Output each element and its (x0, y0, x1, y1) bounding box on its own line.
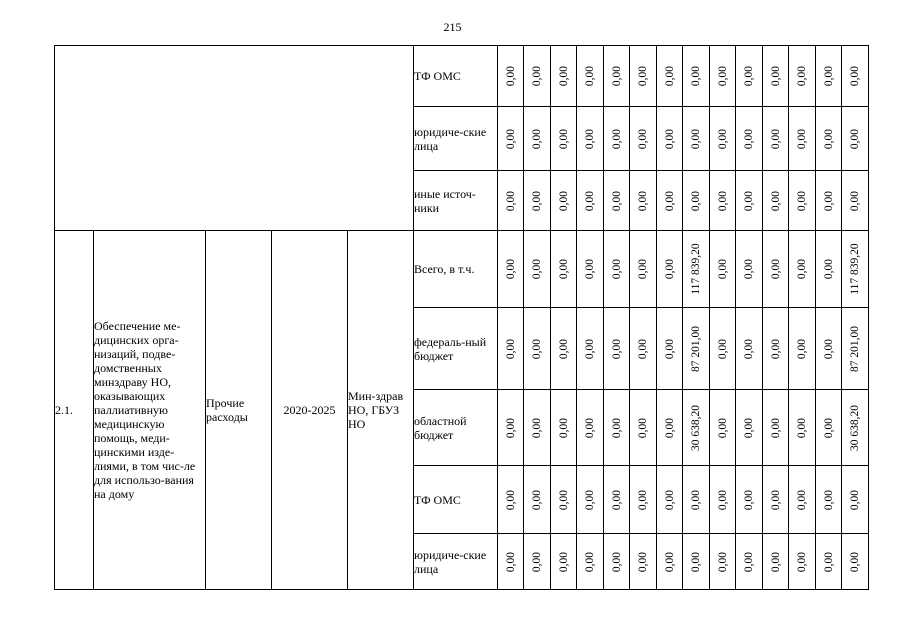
value-text: 0,00 (796, 190, 808, 211)
value-cell (736, 534, 763, 590)
value-text: 0,00 (637, 338, 649, 359)
value-cell (630, 231, 657, 308)
value-text: 0,00 (716, 65, 729, 87)
value-text: 0,00 (796, 489, 808, 510)
value-cell (842, 171, 869, 231)
value-text: 0,00 (504, 258, 517, 280)
value-text: 0,00 (531, 128, 543, 149)
value-cell (789, 390, 816, 466)
value-text: 0,00 (716, 417, 729, 438)
value-cell (842, 107, 869, 171)
value-cell (498, 107, 524, 171)
value-cell (551, 308, 577, 390)
value-text: 0,00 (557, 489, 570, 510)
value-cell (551, 46, 577, 107)
value-cell (577, 231, 604, 308)
value-text: 0,00 (822, 65, 835, 87)
value-cell (816, 107, 842, 171)
value-text: 30 638,20 (849, 404, 861, 451)
value-text: 0,00 (584, 190, 596, 211)
value-text: 0,00 (531, 417, 543, 438)
value-cell (657, 171, 683, 231)
table-row (55, 231, 869, 308)
value-text: 0,00 (610, 489, 623, 510)
value-text: 0,00 (663, 128, 676, 149)
funding-source-cell: юридиче-ские лица (414, 534, 498, 590)
value-text: 0,00 (637, 65, 649, 87)
value-cell (683, 46, 710, 107)
value-text: 0,00 (610, 551, 623, 572)
value-text: 0,00 (610, 258, 623, 280)
value-cell (657, 308, 683, 390)
value-text: 0,00 (849, 190, 861, 211)
value-text: 0,00 (610, 338, 623, 359)
value-text: 0,00 (504, 65, 517, 87)
value-cell (604, 46, 630, 107)
value-text: 0,00 (504, 128, 517, 149)
value-text: 0,00 (663, 338, 676, 359)
value-text: 0,00 (690, 65, 702, 87)
value-text: 0,00 (716, 489, 729, 510)
value-text: 0,00 (796, 551, 808, 572)
value-text: 0,00 (849, 128, 861, 149)
value-text: 87 201,00 (849, 325, 861, 372)
value-cell (630, 171, 657, 231)
value-cell (763, 390, 789, 466)
value-text: 0,00 (690, 489, 702, 510)
value-text: 0,00 (663, 489, 676, 510)
value-cell (710, 390, 736, 466)
value-cell (551, 107, 577, 171)
value-text: 0,00 (743, 190, 755, 211)
value-cell (630, 466, 657, 534)
value-cell (498, 46, 524, 107)
value-text: 0,00 (557, 65, 570, 87)
value-cell (736, 308, 763, 390)
value-cell (816, 390, 842, 466)
value-text: 87 201,00 (690, 325, 702, 372)
value-cell (710, 46, 736, 107)
value-text: 0,00 (690, 190, 702, 211)
value-text: 0,00 (743, 338, 755, 359)
value-text: 0,00 (769, 190, 782, 211)
value-cell (763, 308, 789, 390)
page-number: 215 (443, 20, 462, 34)
value-text: 0,00 (849, 65, 861, 87)
value-cell (524, 231, 551, 308)
value-text: 0,00 (822, 338, 835, 359)
value-text: 0,00 (504, 338, 517, 359)
value-cell (736, 231, 763, 308)
value-cell (763, 534, 789, 590)
funding-source-cell: иные источ-ники (414, 171, 498, 231)
value-cell (657, 107, 683, 171)
value-text: 0,00 (769, 417, 782, 438)
value-text: 0,00 (690, 551, 702, 572)
value-text: 0,00 (716, 258, 729, 280)
value-cell (736, 390, 763, 466)
value-cell (710, 231, 736, 308)
funding-source-cell: юридиче-ские лица (414, 107, 498, 171)
value-text: 0,00 (743, 65, 755, 87)
value-cell (789, 308, 816, 390)
value-cell (577, 308, 604, 390)
value-cell (498, 231, 524, 308)
value-cell (498, 466, 524, 534)
value-cell (763, 231, 789, 308)
value-text: 0,00 (557, 338, 570, 359)
value-text: 0,00 (610, 417, 623, 438)
value-text: 0,00 (822, 128, 835, 149)
value-text: 0,00 (531, 65, 543, 87)
value-text: 0,00 (716, 190, 729, 211)
value-text: 0,00 (769, 489, 782, 510)
value-text: 0,00 (769, 338, 782, 359)
value-cell (683, 466, 710, 534)
value-cell (683, 171, 710, 231)
value-cell (604, 390, 630, 466)
budget-table (54, 45, 869, 590)
value-cell (551, 390, 577, 466)
value-text: 0,00 (849, 551, 861, 572)
value-text: 0,00 (663, 190, 676, 211)
period-cell: 2020-2025 (272, 231, 348, 590)
value-cell (604, 171, 630, 231)
value-cell (816, 46, 842, 107)
value-text: 0,00 (504, 190, 517, 211)
value-text: 0,00 (690, 128, 702, 149)
value-cell (577, 171, 604, 231)
value-text: 0,00 (610, 65, 623, 87)
value-cell (630, 534, 657, 590)
table-row (55, 46, 869, 107)
value-text: 0,00 (796, 417, 808, 438)
value-cell (498, 390, 524, 466)
value-text: 0,00 (743, 551, 755, 572)
value-text: 0,00 (796, 128, 808, 149)
value-text: 0,00 (584, 551, 596, 572)
value-text: 0,00 (743, 417, 755, 438)
value-cell (630, 308, 657, 390)
value-text: 0,00 (584, 65, 596, 87)
value-cell (683, 308, 710, 390)
value-cell (604, 107, 630, 171)
value-cell (763, 46, 789, 107)
value-text: 0,00 (504, 489, 517, 510)
value-cell (763, 466, 789, 534)
value-cell (789, 107, 816, 171)
value-text: 0,00 (743, 128, 755, 149)
value-text: 0,00 (849, 489, 861, 510)
value-text: 0,00 (504, 417, 517, 438)
funding-source-cell: Всего, в т.ч. (414, 231, 498, 308)
value-cell (577, 534, 604, 590)
value-cell (789, 231, 816, 308)
value-cell (710, 466, 736, 534)
value-cell (577, 390, 604, 466)
value-text: 0,00 (637, 551, 649, 572)
value-cell (763, 107, 789, 171)
value-text: 0,00 (716, 551, 729, 572)
value-text: 0,00 (557, 128, 570, 149)
value-text: 0,00 (663, 551, 676, 572)
value-cell (683, 390, 710, 466)
value-text: 0,00 (796, 65, 808, 87)
value-cell (498, 534, 524, 590)
value-text: 0,00 (584, 417, 596, 438)
value-cell (736, 107, 763, 171)
value-cell (577, 466, 604, 534)
value-text: 0,00 (610, 190, 623, 211)
value-cell (657, 534, 683, 590)
value-cell (524, 46, 551, 107)
value-text: 0,00 (822, 551, 835, 572)
value-cell (763, 171, 789, 231)
value-text: 0,00 (531, 551, 543, 572)
value-text: 117 839,20 (690, 243, 702, 295)
value-text: 0,00 (637, 417, 649, 438)
value-cell (789, 466, 816, 534)
value-cell (842, 390, 869, 466)
value-cell (498, 171, 524, 231)
value-text: 0,00 (531, 489, 543, 510)
value-cell (736, 466, 763, 534)
value-cell (604, 231, 630, 308)
value-text: 0,00 (584, 128, 596, 149)
value-text: 0,00 (610, 128, 623, 149)
value-cell (842, 308, 869, 390)
value-cell (710, 107, 736, 171)
value-cell (816, 171, 842, 231)
value-text: 0,00 (743, 258, 755, 280)
value-text: 0,00 (637, 190, 649, 211)
value-cell (524, 107, 551, 171)
expense-type-cell: Прочие расходы (206, 231, 272, 590)
value-text: 0,00 (637, 489, 649, 510)
value-cell (842, 46, 869, 107)
value-text: 0,00 (716, 338, 729, 359)
value-cell (524, 390, 551, 466)
value-cell (789, 171, 816, 231)
value-text: 0,00 (504, 551, 517, 572)
value-cell (498, 308, 524, 390)
value-cell (604, 534, 630, 590)
value-cell (577, 46, 604, 107)
value-cell (630, 107, 657, 171)
funding-source-cell: федераль-ный бюджет (414, 308, 498, 390)
value-cell (524, 534, 551, 590)
value-text: 0,00 (663, 417, 676, 438)
value-text: 0,00 (796, 338, 808, 359)
value-cell (551, 534, 577, 590)
value-text: 0,00 (557, 190, 570, 211)
value-text: 0,00 (663, 65, 676, 87)
value-cell (551, 171, 577, 231)
value-cell (710, 534, 736, 590)
value-text: 0,00 (584, 258, 596, 280)
value-text: 0,00 (796, 258, 808, 280)
value-text: 0,00 (637, 258, 649, 280)
value-cell (551, 231, 577, 308)
executor-cell: Мин-здрав НО, ГБУЗ НО (348, 231, 414, 590)
value-cell (657, 390, 683, 466)
value-cell (710, 308, 736, 390)
value-cell (736, 171, 763, 231)
value-cell (524, 308, 551, 390)
value-text: 0,00 (557, 417, 570, 438)
value-cell (789, 46, 816, 107)
value-text: 0,00 (769, 65, 782, 87)
value-cell (683, 231, 710, 308)
value-cell (683, 107, 710, 171)
value-cell (657, 46, 683, 107)
value-cell (842, 231, 869, 308)
value-cell (816, 466, 842, 534)
value-text: 117 839,20 (849, 243, 861, 295)
funding-source-cell: областной бюджет (414, 390, 498, 466)
value-text: 0,00 (769, 551, 782, 572)
value-cell (816, 308, 842, 390)
value-text: 0,00 (557, 258, 570, 280)
value-text: 0,00 (531, 258, 543, 280)
value-cell (736, 46, 763, 107)
value-cell (710, 171, 736, 231)
merged-blank-cell (55, 46, 414, 231)
value-text: 0,00 (822, 417, 835, 438)
value-cell (657, 231, 683, 308)
value-cell (816, 534, 842, 590)
value-cell (842, 466, 869, 534)
value-cell (630, 390, 657, 466)
value-text: 30 638,20 (690, 404, 702, 451)
value-cell (551, 466, 577, 534)
funding-source-cell: ТФ ОМС (414, 466, 498, 534)
value-cell (816, 231, 842, 308)
value-text: 0,00 (822, 190, 835, 211)
value-text: 0,00 (531, 338, 543, 359)
value-cell (604, 466, 630, 534)
value-cell (657, 466, 683, 534)
value-text: 0,00 (769, 258, 782, 280)
value-text: 0,00 (637, 128, 649, 149)
value-text: 0,00 (557, 551, 570, 572)
value-text: 0,00 (716, 128, 729, 149)
value-text: 0,00 (822, 258, 835, 280)
value-text: 0,00 (584, 338, 596, 359)
value-cell (630, 46, 657, 107)
funding-source-cell: ТФ ОМС (414, 46, 498, 107)
value-cell (604, 308, 630, 390)
value-text: 0,00 (584, 489, 596, 510)
value-text: 0,00 (769, 128, 782, 149)
item-name-cell: Обеспечение ме-дицинских орга-низаций, подве-домственных минздраву НО, оказывающих паллиативную медицинскую помощь, меди-цинскими изде-лиями, в том чис-ле для использо-вания на дому (94, 231, 206, 590)
value-text: 0,00 (743, 489, 755, 510)
value-text: 0,00 (822, 489, 835, 510)
item-number-cell: 2.1. (55, 231, 94, 590)
value-cell (524, 171, 551, 231)
value-text: 0,00 (663, 258, 676, 280)
value-cell (577, 107, 604, 171)
value-cell (683, 534, 710, 590)
value-text: 0,00 (531, 190, 543, 211)
value-cell (524, 466, 551, 534)
value-cell (842, 534, 869, 590)
value-cell (789, 534, 816, 590)
